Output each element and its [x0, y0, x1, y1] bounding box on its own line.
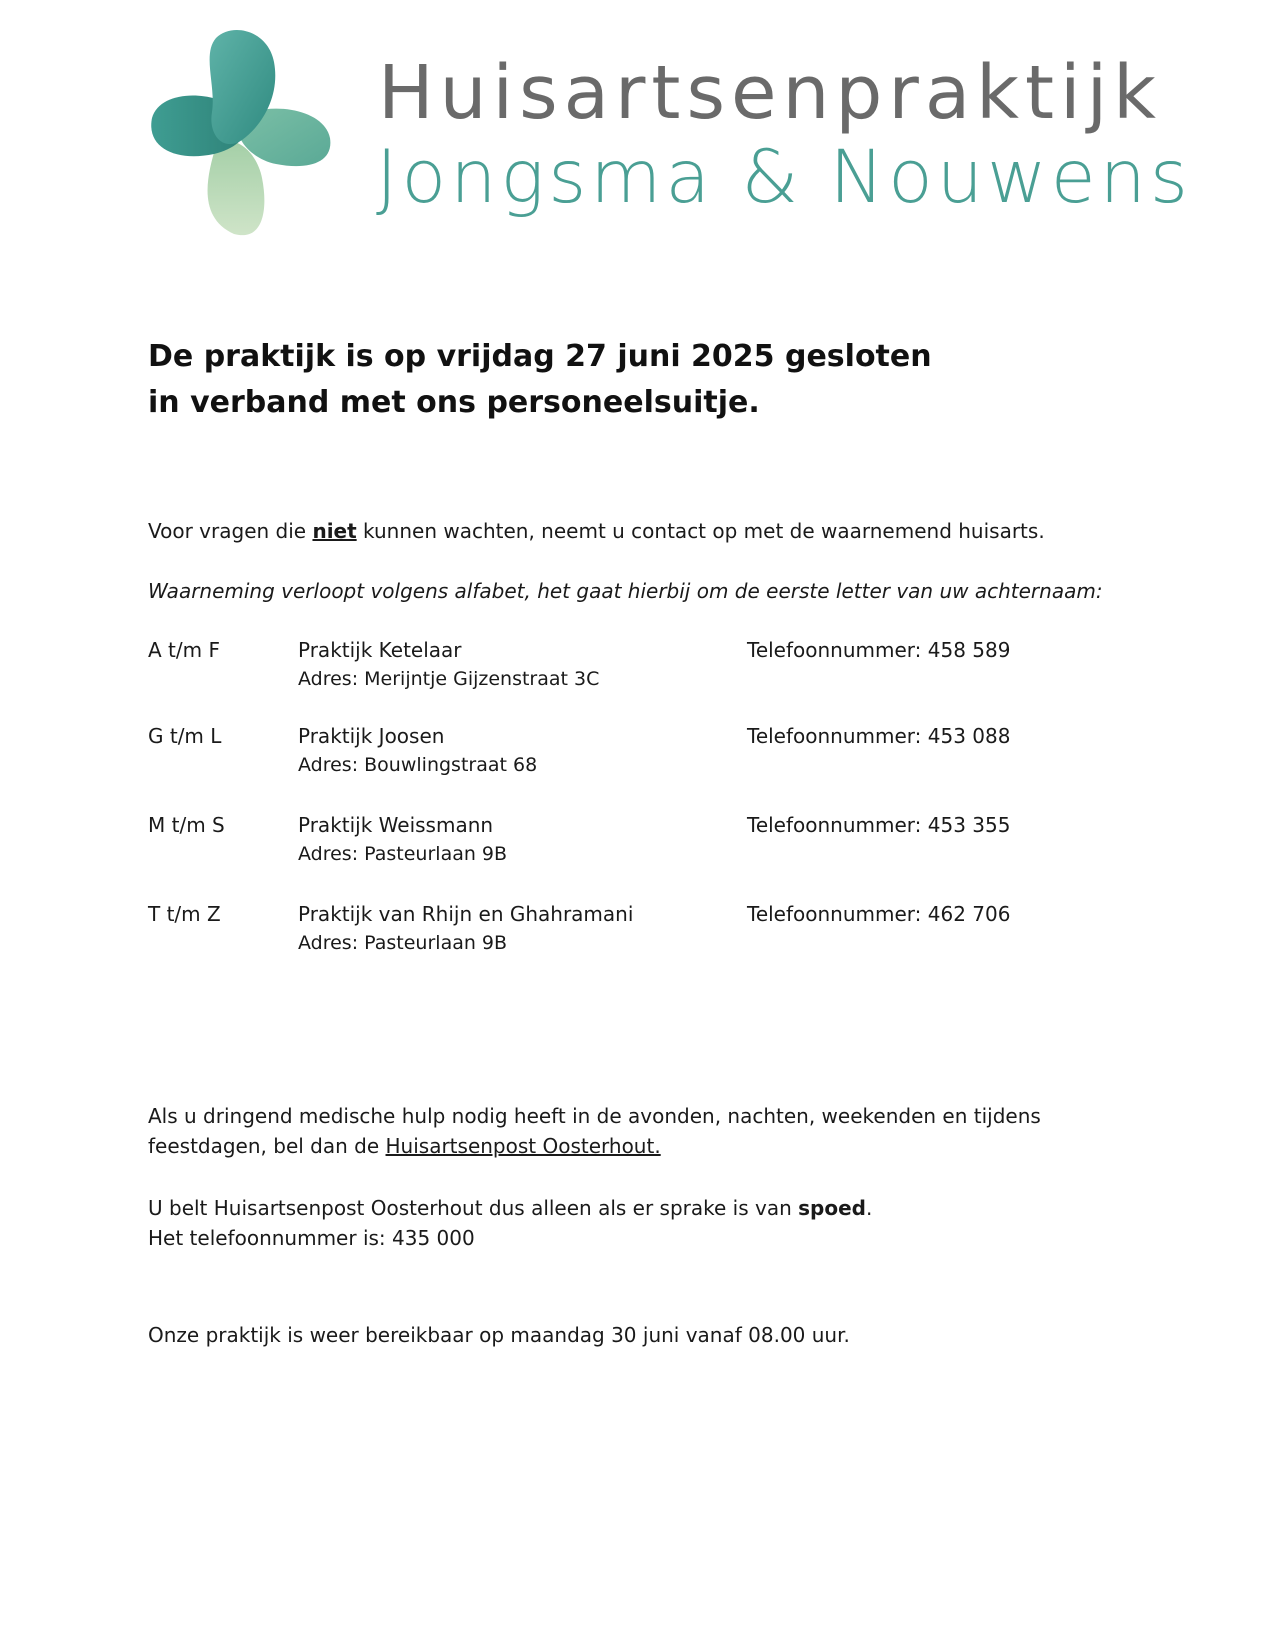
- intro-emphasis: niet: [312, 519, 357, 543]
- brand-name-line2: Jongsma & Nouwens: [376, 135, 1192, 220]
- spoed-part1: U belt Huisartsenpost Oosterhout dus alleen als er sprake is van: [148, 1196, 799, 1220]
- huisartsenpost-link[interactable]: Huisartsenpost Oosterhout.: [385, 1134, 661, 1158]
- practice-address: Adres: Pasteurlaan 9B: [298, 843, 508, 865]
- spoed-line: [148, 1193, 872, 1223]
- brand-name-line1: Huisartsenpraktijk: [378, 50, 1163, 136]
- practice-address: Adres: Merijntje Gijzenstraat 3C: [298, 668, 600, 690]
- practice-phone: Telefoonnummer: 453 088: [747, 724, 1011, 748]
- spoed-paragraph: [148, 1193, 872, 1253]
- alphabet-note: Waarneming verloopt volgens alfabet, het gaat hierbij om de eerste letter van uw achternaam:: [148, 579, 1103, 603]
- urgent-line2: [148, 1131, 1041, 1161]
- practice-address: Adres: Pasteurlaan 9B: [298, 932, 508, 954]
- practice-letters: G t/m L: [148, 724, 222, 748]
- headline-line2: in verband met ons personeelsuitje.: [148, 385, 760, 420]
- urgent-paragraph: [148, 1101, 1041, 1161]
- spoed-phone-line: Het telefoonnummer is: 435 000: [148, 1226, 475, 1250]
- spoed-emphasis: spoed: [798, 1196, 866, 1220]
- practice-name: Praktijk Weissmann: [298, 813, 494, 837]
- reopen-notice: Onze praktijk is weer bereikbaar op maandag 30 juni vanaf 08.00 uur.: [148, 1323, 850, 1347]
- practice-phone: Telefoonnummer: 453 355: [747, 813, 1011, 837]
- closure-headline: [148, 334, 932, 426]
- practice-logo: [146, 28, 346, 244]
- practice-phone: Telefoonnummer: 458 589: [747, 638, 1011, 662]
- practice-name: Praktijk Joosen: [298, 724, 445, 748]
- practice-letters: T t/m Z: [148, 902, 221, 926]
- spoed-part2: .: [865, 1196, 873, 1220]
- practice-phone: Telefoonnummer: 462 706: [747, 902, 1011, 926]
- practice-name: Praktijk van Rhijn en Ghahramani: [298, 902, 634, 926]
- practice-address: Adres: Bouwlingstraat 68: [298, 754, 538, 776]
- practice-name: Praktijk Ketelaar: [298, 638, 462, 662]
- headline-line1: De praktijk is op vrijdag 27 juni 2025 gesloten: [148, 339, 932, 374]
- practice-letters: M t/m S: [148, 813, 225, 837]
- urgent-line2-prefix: feestdagen, bel dan de: [148, 1134, 386, 1158]
- intro-part1: Voor vragen die: [148, 519, 313, 543]
- practice-letters: A t/m F: [148, 638, 220, 662]
- intro-paragraph: [148, 516, 1045, 546]
- urgent-line1: Als u dringend medische hulp nodig heeft in de avonden, nachten, weekenden en tijdens: [148, 1104, 1041, 1128]
- intro-part2: kunnen wachten, neemt u contact op met de waarnemend huisarts.: [356, 519, 1045, 543]
